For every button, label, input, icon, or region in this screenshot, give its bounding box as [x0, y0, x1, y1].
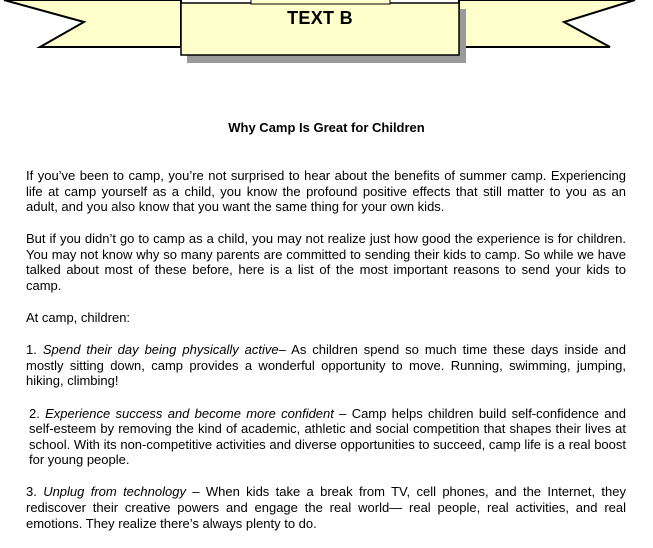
list-item — [26, 342, 626, 389]
banner-label: TEXT B — [287, 8, 353, 28]
list-item — [26, 406, 626, 468]
banner-left-tail — [4, 0, 181, 47]
page-title: Why Camp Is Great for Children — [228, 120, 425, 135]
list-item — [26, 484, 626, 531]
list-item-number: 3. — [26, 484, 37, 500]
list-item-separator: – — [333, 405, 347, 421]
article-body — [26, 168, 626, 548]
list-item-heading: Experience success and become more confident — [45, 405, 334, 421]
list-item-heading: Unplug from technology — [43, 484, 186, 500]
paragraph: But if you didn’t go to camp as a child, you may not realize just how good the experience is for children. You may not know why so many parents are committed to sending their kids to camp. So while we have talked about most of these before, here is a list of the most important reasons to send your kids to camp. — [26, 231, 626, 294]
list-item-text: As children spend so much time these days inside and mostly sitting down, camp provides a wonderful opportunity to move. Running, swimming, jumping, hiking, climbing! — [26, 342, 626, 389]
paragraph: If you’ve been to camp, you’re not surprised to hear about the benefits of summer camp. Experiencing life at camp yourself as a child, you know the profound positive effects that still matter to you as an adult, and you also know that you want the same thing for your own kids. — [26, 168, 626, 215]
banner-right-tail — [459, 0, 635, 47]
list-item-number: 2. — [29, 405, 40, 421]
list-item-number: 1. — [26, 342, 37, 358]
list-intro: At camp, children: — [26, 310, 131, 326]
list-item-separator: – — [185, 484, 200, 500]
list-item-text: When kids take a break from TV, cell phones, and the Internet, they rediscover their creative powers and engage the real world— real people, real activities, and real emotions. They realize there’s always plenty to do. — [26, 484, 626, 531]
list-item-separator: – — [278, 342, 286, 358]
list-item-heading: Spend their day being physically active — [42, 342, 279, 358]
list-item-text: Camp helps children build self-confidence and self-esteem by removing the kind of academic, athletic and social competition that shapes their lives at school. With its non-competitive activities and diverse opportunities to succeed, camp life is a real boost for young people. — [29, 405, 626, 468]
